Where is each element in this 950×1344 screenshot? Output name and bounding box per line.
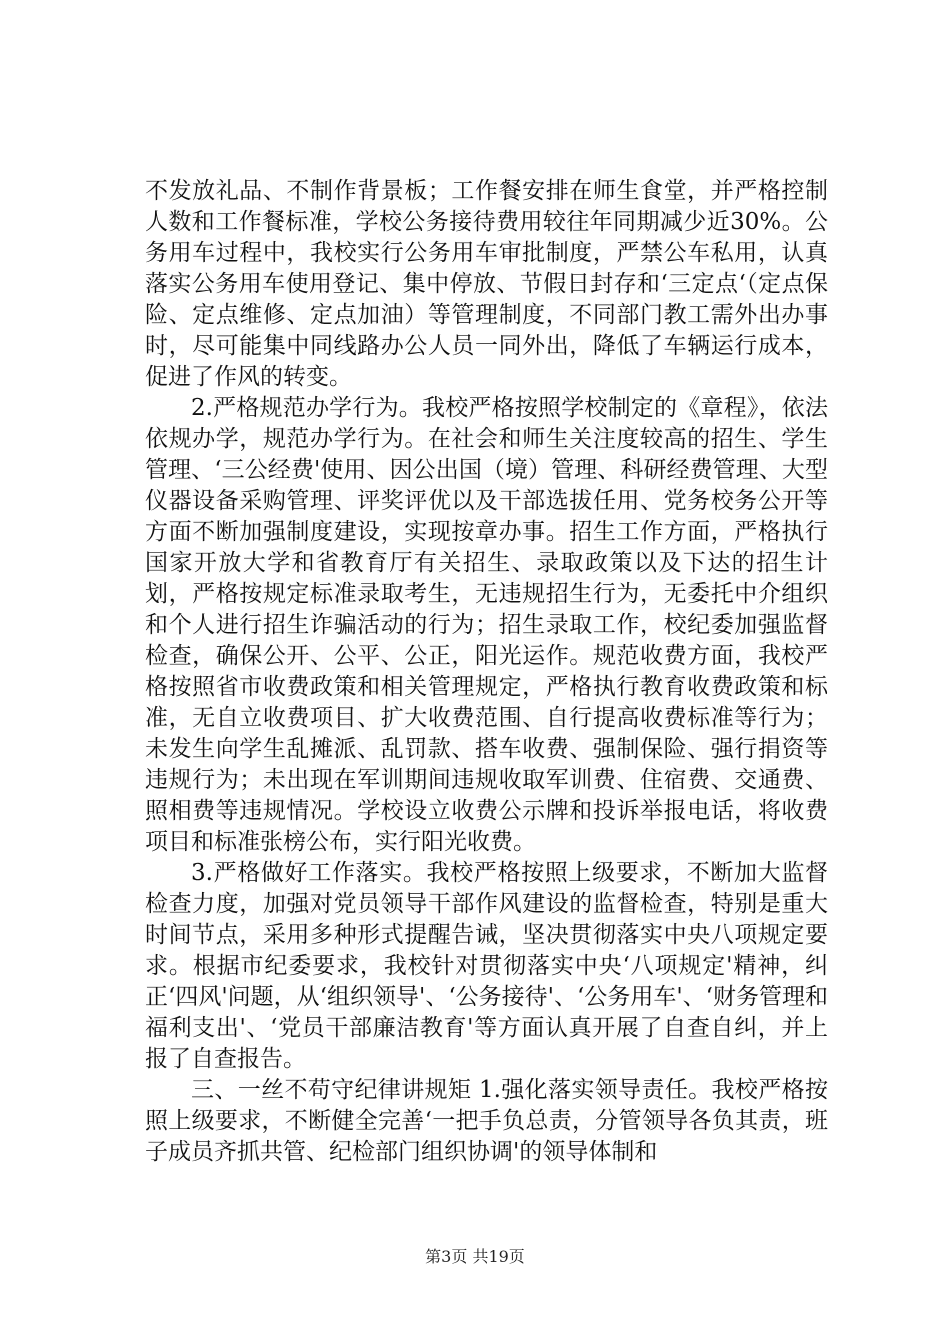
document-body	[145, 176, 828, 1168]
paragraph-work-implementation: 3.严格做好工作落实。我校严格按照上级要求，不断加大监督检查力度，加强对党员领导干部作风建设的监督检查，特别是重大时间节点，采用多种形式提醒告诫，坚决贯彻落实中央八项规定要求。根据市纪委要求，我校针对贯彻落实中央‘八项规定'精神，纠正‘四风'问题，从‘组织领导'、‘公务接待'、‘公务用车'、‘财务管理和福利支出'、‘党员干部廉洁教育'等方面认真开展了自查自纠，并上报了自查报告。	[145, 860, 828, 1072]
page-number-footer: 第3页 共19页	[425, 1247, 525, 1266]
paragraph-continuation: 不发放礼品、不制作背景板；工作餐安排在师生食堂，并严格控制人数和工作餐标准，学校公务接待费用较往年同期减少近30%。公务用车过程中，我校实行公务用车审批制度，严禁公车私用，认真落实公务用车使用登记、集中停放、节假日封存和‘三定点‘（定点保险、定点维修、定点加油）等管理制度，不同部门教工需外出办事时，尽可能集中同线路办公人员一同外出，降低了车辆运行成本，促进了作风的转变。	[145, 178, 828, 390]
paragraph-school-conduct: 2.严格规范办学行为。我校严格按照学校制定的《章程》，依法依规办学，规范办学行为。在社会和师生关注度较高的招生、学生管理、‘三公经费'使用、因公出国（境）管理、科研经费管理、大型仪器设备采购管理、评奖评优以及干部选拔任用、党务校务公开等方面不断加强制度建设，实现按章办事。招生工作方面，严格执行国家开放大学和省教育厅有关招生、录取政策以及下达的招生计划，严格按规定标准录取考生，无违规招生行为，无委托中介组织和个人进行招生诈骗活动的行为；招生录取工作，校纪委加强监督检查，确保公开、公平、公正，阳光运作。规范收费方面，我校严格按照省市收费政策和相关管理规定，严格执行教育收费政策和标准，无自立收费项目、扩大收费范围、自行提高收费标准等行为；未发生向学生乱摊派、乱罚款、搭车收费、强制保险、强行捐资等违规行为；未出现在军训期间违规收取军训费、住宿费、交通费、照相费等违规情况。学校设立收费公示牌和投诉举报电话，将收费项目和标准张榜公布，实行阳光收费。	[145, 395, 828, 855]
paragraph-section-three: 三、一丝不苟守纪律讲规矩 1.强化落实领导责任。我校严格按照上级要求，不断健全完善‘一把手负总责，分管领导各负其责，班子成员齐抓共管、纪检部门组织协调'的领导体制和	[145, 1077, 828, 1165]
